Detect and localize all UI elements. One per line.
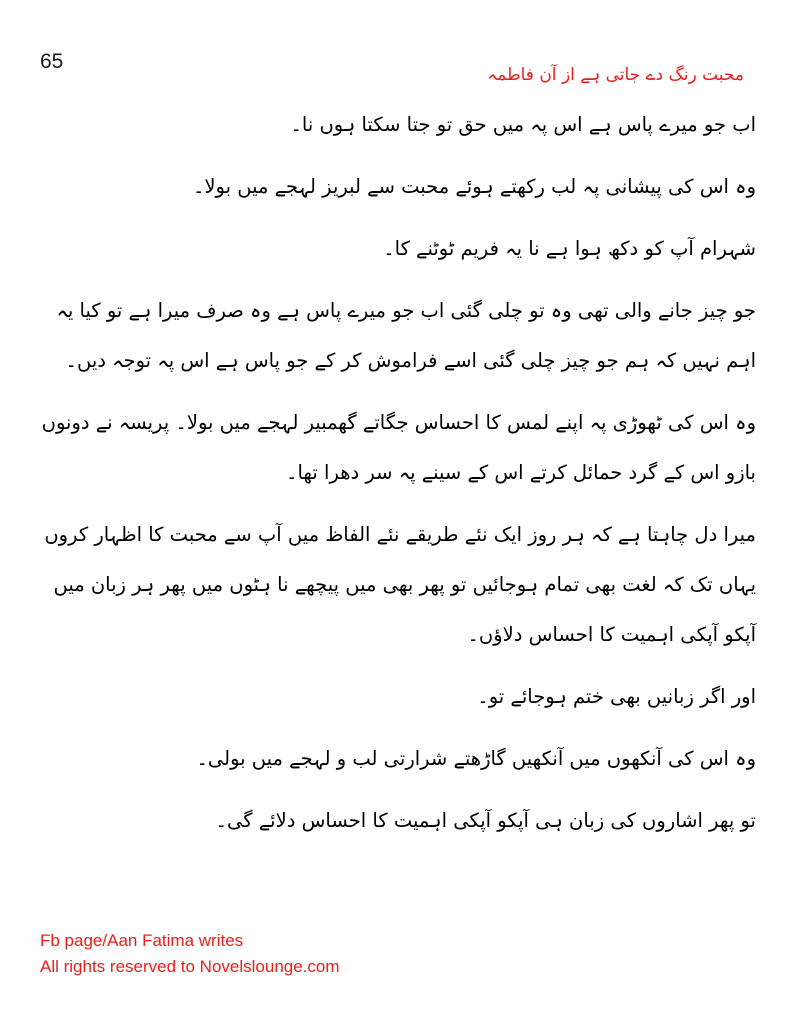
paragraph-3: شہرام آپ کو دکھ ہوا ہے نا یہ فریم ٹوٹنے کا۔ — [383, 237, 756, 260]
footer-copyright: All rights reserved to Novelslounge.com — [40, 957, 340, 976]
paragraph-8: وہ اس کی آنکھوں میں آنکھیں گاڑھتے شرارتی لب و لہجے میں بولی۔ — [196, 747, 756, 770]
paragraph-4: جو چیز جانے والی تھی وہ تو چلی گئی اب جو میرے پاس ہے وہ صرف میرا ہے تو کیا یہ اہم نہیں کہ ہم جو چیز چلی گئی اسے فراموش کر کے جو پاس ہے اس پہ توجہ دیں۔ — [56, 299, 756, 372]
page-number: 65 — [40, 50, 64, 73]
body-text — [34, 100, 756, 858]
header-title: محبت رنگ دے جاتی ہے از آن فاطمہ — [487, 65, 744, 85]
footer-fb-page: Fb page/Aan Fatima writes — [40, 931, 244, 950]
paragraph-7: اور اگر زبانیں بھی ختم ہوجائے تو۔ — [477, 685, 756, 708]
footer — [40, 928, 340, 980]
paragraph-5: وہ اس کی ٹھوڑی پہ اپنے لمس کا احساس جگاتے گھمبیر لہجے میں بولا۔ پریسہ نے دونوں بازو اس کے گرد حمائل کرتے اس کے سینے پہ سر دھرا تھا۔ — [41, 411, 756, 484]
paragraph-2: وہ اس کی پیشانی پہ لب رکھتے ہوئے محبت سے لبریز لہجے میں بولا۔ — [192, 175, 756, 198]
paragraph-1: اب جو میرے پاس ہے اس پہ میں حق تو جتا سکتا ہوں نا۔ — [290, 113, 756, 136]
paragraph-6: میرا دل چاہتا ہے کہ ہر روز ایک نئے طریقے نئے الفاظ میں آپ سے محبت کا اظہار کروں یہاں تک کہ لغت بھی تمام ہوجائیں تو پھر بھی میں پیچھے نا ہٹوں میں پھر ہر زبان میں آپکو آپکی اہمیت کا احساس دلاؤں۔ — [44, 523, 756, 646]
paragraph-9: تو پھر اشاروں کی زبان ہی آپکو آپکی اہمیت کا احساس دلائے گی۔ — [215, 809, 756, 832]
